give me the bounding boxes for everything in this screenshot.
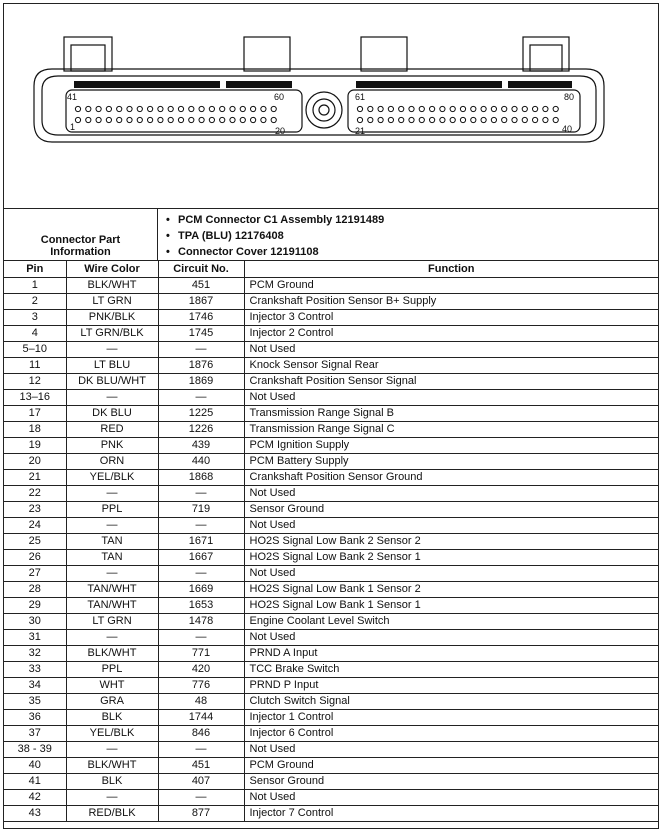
wire-color-cell: LT GRN/BLK [66,325,158,341]
function-cell: Injector 6 Control [244,725,658,741]
column-header-wire-color: Wire Color [66,261,158,277]
function-cell: HO2S Signal Low Bank 2 Sensor 2 [244,533,658,549]
pin-hole [430,106,435,111]
table-row [4,533,658,549]
function-cell: Engine Coolant Level Switch [244,613,658,629]
pin-label-1: 1 [70,122,76,132]
circuit-number-cell: 451 [158,757,244,773]
function-cell: Not Used [244,741,658,757]
table-row [4,725,658,741]
circuit-number-cell: 420 [158,661,244,677]
wire-color-cell: PPL [66,661,158,677]
circuit-number-cell: 846 [158,725,244,741]
pin-hole [137,117,142,122]
pin-hole [96,117,101,122]
pin-hole [158,117,163,122]
table-row [4,469,658,485]
pin-hole [368,117,373,122]
pin-hole [440,106,445,111]
pin-hole [440,117,445,122]
pin-cell: 4 [4,325,66,341]
pin-cell: 21 [4,469,66,485]
wire-color-cell: LT GRN [66,613,158,629]
pin-hole [148,106,153,111]
pin-hole [533,106,538,111]
pin-hole [460,106,465,111]
circuit-number-cell: 407 [158,773,244,789]
pin-cell: 13–16 [4,389,66,405]
pin-cell: 40 [4,757,66,773]
wire-color-cell: BLK/WHT [66,277,158,293]
circuit-number-cell: 1671 [158,533,244,549]
wire-color-cell: — [66,629,158,645]
table-row [4,389,658,405]
circuit-number-cell: 1745 [158,325,244,341]
pin-label-60: 60 [274,92,285,102]
pin-hole [261,117,266,122]
function-cell: Sensor Ground [244,501,658,517]
pin-hole [368,106,373,111]
pin-hole [261,106,266,111]
table-row [4,613,658,629]
column-header-pin: Pin [4,261,66,277]
part-number-item [158,212,658,228]
pin-hole [399,117,404,122]
wire-color-cell: TAN [66,533,158,549]
pin-hole [106,106,111,111]
pin-hole [168,106,173,111]
wire-color-cell: BLK [66,773,158,789]
function-cell: Transmission Range Signal C [244,421,658,437]
wire-color-cell: — [66,341,158,357]
wire-color-cell: LT BLU [66,357,158,373]
pin-cell: 24 [4,517,66,533]
circuit-number-cell: 877 [158,805,244,821]
pin-hole [533,117,538,122]
function-cell: Knock Sensor Signal Rear [244,357,658,373]
pin-hole [106,117,111,122]
function-cell: HO2S Signal Low Bank 1 Sensor 1 [244,597,658,613]
wire-color-cell: RED/BLK [66,805,158,821]
pin-hole [409,106,414,111]
table-row [4,549,658,565]
table-row [4,645,658,661]
wire-color-cell: — [66,389,158,405]
part-info-line-2: Information [50,246,111,258]
connector-part-info-label [4,209,158,261]
circuit-number-cell: — [158,389,244,405]
pin-hole [271,106,276,111]
pin-hole [220,106,225,111]
function-cell: PCM Ground [244,277,658,293]
function-cell: HO2S Signal Low Bank 1 Sensor 2 [244,581,658,597]
circuit-number-cell: — [158,629,244,645]
table-row [4,805,658,821]
pin-hole [86,117,91,122]
pin-hole [168,117,173,122]
function-cell: Injector 2 Control [244,325,658,341]
pin-hole [127,106,132,111]
pin-hole [522,106,527,111]
circuit-number-cell: 776 [158,677,244,693]
table-row [4,325,658,341]
pin-hole [251,117,256,122]
wire-color-cell: RED [66,421,158,437]
pin-hole [471,117,476,122]
table-row [4,485,658,501]
function-cell: Injector 1 Control [244,709,658,725]
circuit-number-cell: — [158,789,244,805]
wire-color-cell: PNK [66,437,158,453]
circuit-number-cell: 1869 [158,373,244,389]
wire-color-cell: GRA [66,693,158,709]
function-cell: Crankshaft Position Sensor B+ Supply [244,293,658,309]
pin-hole [158,106,163,111]
function-cell: PRND A Input [244,645,658,661]
pin-cell: 5–10 [4,341,66,357]
pin-hole [117,117,122,122]
bullet-icon: • [166,246,170,258]
pin-hole [491,117,496,122]
part-number-item [158,244,658,260]
function-cell: TCC Brake Switch [244,661,658,677]
circuit-number-cell: 1653 [158,597,244,613]
pin-cell: 18 [4,421,66,437]
pin-hole [460,117,465,122]
pin-cell: 1 [4,277,66,293]
function-cell: Crankshaft Position Sensor Signal [244,373,658,389]
pin-hole [199,117,204,122]
pin-hole [430,117,435,122]
circuit-number-cell: 1744 [158,709,244,725]
table-row [4,373,658,389]
function-cell: Sensor Ground [244,773,658,789]
pin-hole [137,106,142,111]
pin-hole [471,106,476,111]
table-row [4,677,658,693]
pin-hole [209,106,214,111]
circuit-number-cell: 1226 [158,421,244,437]
pin-hole [481,106,486,111]
pin-hole [75,117,80,122]
table-row [4,437,658,453]
circuit-number-cell: 1867 [158,293,244,309]
part-number-item [158,228,658,244]
pin-hole [409,117,414,122]
wire-color-cell: WHT [66,677,158,693]
pin-hole [117,106,122,111]
pin-cell: 12 [4,373,66,389]
wire-color-cell: — [66,789,158,805]
wire-color-cell: TAN [66,549,158,565]
pin-hole [450,106,455,111]
wire-color-cell: — [66,517,158,533]
pin-hole [357,117,362,122]
function-cell: Transmission Range Signal B [244,405,658,421]
pin-hole [512,106,517,111]
pin-cell: 35 [4,693,66,709]
table-row [4,405,658,421]
table-header-row [4,261,658,277]
pin-hole [220,117,225,122]
wire-color-cell: BLK [66,709,158,725]
pin-hole [271,117,276,122]
table-row [4,309,658,325]
table-row [4,581,658,597]
wire-color-cell: BLK/WHT [66,757,158,773]
circuit-number-cell: 1746 [158,309,244,325]
pin-hole [357,106,362,111]
pin-cell: 26 [4,549,66,565]
pin-cell: 3 [4,309,66,325]
pin-hole [388,106,393,111]
function-cell: Not Used [244,341,658,357]
pin-hole [481,117,486,122]
pin-hole [86,106,91,111]
function-cell: Not Used [244,565,658,581]
pin-cell: 28 [4,581,66,597]
pin-label-20: 20 [275,126,286,136]
pin-cell: 32 [4,645,66,661]
function-cell: PCM Ignition Supply [244,437,658,453]
pin-hole [522,117,527,122]
table-row [4,773,658,789]
wire-color-cell: TAN/WHT [66,581,158,597]
pin-cell: 37 [4,725,66,741]
pin-hole [209,117,214,122]
circuit-number-cell: 719 [158,501,244,517]
pinout-table [4,261,658,822]
function-cell: Not Used [244,389,658,405]
pin-cell: 42 [4,789,66,805]
pin-hole [512,117,517,122]
pin-label-40: 40 [562,124,573,134]
part-info-line-1: Connector Part [40,234,121,246]
bullet-icon: • [166,214,170,226]
pin-label-21: 21 [355,126,366,136]
pin-cell: 19 [4,437,66,453]
connector-part-numbers [158,212,658,260]
wire-color-cell: DK BLU [66,405,158,421]
circuit-number-cell: — [158,485,244,501]
wire-color-cell: DK BLU/WHT [66,373,158,389]
function-cell: Not Used [244,629,658,645]
circuit-number-cell: — [158,741,244,757]
table-row [4,453,658,469]
pin-hole [127,117,132,122]
pin-cell: 43 [4,805,66,821]
circuit-number-cell: 1225 [158,405,244,421]
part-number-text: PCM Connector C1 Assembly 12191489 [178,214,385,226]
table-row [4,565,658,581]
circuit-number-cell: — [158,565,244,581]
table-row [4,517,658,533]
pin-hole [543,117,548,122]
pin-hole [189,117,194,122]
wire-color-cell: LT GRN [66,293,158,309]
pin-cell: 17 [4,405,66,421]
pin-hole [553,106,558,111]
function-cell: Not Used [244,789,658,805]
pin-cell: 27 [4,565,66,581]
pin-hole [178,106,183,111]
pin-cell: 36 [4,709,66,725]
function-cell: Clutch Switch Signal [244,693,658,709]
pin-hole [388,117,393,122]
pin-hole [543,106,548,111]
document-sheet [3,3,659,829]
circuit-number-cell: — [158,517,244,533]
function-cell: HO2S Signal Low Bank 2 Sensor 1 [244,549,658,565]
wire-color-cell: PNK/BLK [66,309,158,325]
circuit-number-cell: 451 [158,277,244,293]
pin-hole [378,117,383,122]
function-cell: PCM Battery Supply [244,453,658,469]
connector-info-header [4,209,658,261]
pin-hole [419,117,424,122]
pin-label-61: 61 [355,92,366,102]
wire-color-cell: ORN [66,453,158,469]
pin-cell: 20 [4,453,66,469]
circuit-number-cell: 1876 [158,357,244,373]
circuit-number-cell: 1868 [158,469,244,485]
pin-hole [378,106,383,111]
pin-hole [189,106,194,111]
pin-hole [553,117,558,122]
pin-hole [199,106,204,111]
part-number-text: Connector Cover 12191108 [178,246,319,258]
pin-hole [75,106,80,111]
table-row [4,341,658,357]
pin-cell: 11 [4,357,66,373]
pin-hole [240,106,245,111]
pin-hole [502,106,507,111]
table-row [4,597,658,613]
wire-color-cell: PPL [66,501,158,517]
wire-color-cell: — [66,741,158,757]
pin-cell: 34 [4,677,66,693]
wire-color-cell: BLK/WHT [66,645,158,661]
wire-color-cell: — [66,485,158,501]
pin-cell: 25 [4,533,66,549]
table-row [4,421,658,437]
wire-color-cell: TAN/WHT [66,597,158,613]
pin-cell: 29 [4,597,66,613]
pin-hole [230,106,235,111]
connector-diagram [4,4,658,209]
pin-cell: 23 [4,501,66,517]
part-number-text: TPA (BLU) 12176408 [178,230,284,242]
function-cell: Crankshaft Position Sensor Ground [244,469,658,485]
pin-cell: 33 [4,661,66,677]
circuit-number-cell: 1669 [158,581,244,597]
circuit-number-cell: 48 [158,693,244,709]
pin-hole [491,106,496,111]
pin-hole [502,117,507,122]
pin-hole [450,117,455,122]
function-cell: Not Used [244,517,658,533]
function-cell: PRND P Input [244,677,658,693]
circuit-number-cell: 439 [158,437,244,453]
function-cell: Injector 7 Control [244,805,658,821]
table-row [4,293,658,309]
circuit-number-cell: 771 [158,645,244,661]
pin-cell: 41 [4,773,66,789]
pin-hole [240,117,245,122]
pin-hole [230,117,235,122]
circuit-number-cell: 1478 [158,613,244,629]
pin-cell: 30 [4,613,66,629]
pin-cell: 31 [4,629,66,645]
pin-cell: 2 [4,293,66,309]
bullet-icon: • [166,230,170,242]
pin-label-80: 80 [564,92,575,102]
table-row [4,629,658,645]
table-row [4,357,658,373]
pin-cell: 38 - 39 [4,741,66,757]
table-row [4,741,658,757]
wire-color-cell: YEL/BLK [66,725,158,741]
table-row [4,789,658,805]
circuit-number-cell: — [158,341,244,357]
column-header-function: Function [244,261,658,277]
pin-hole [178,117,183,122]
function-cell: PCM Ground [244,757,658,773]
function-cell: Injector 3 Control [244,309,658,325]
connector-face-drawing [4,4,658,209]
pin-hole [399,106,404,111]
pin-cell: 22 [4,485,66,501]
table-row [4,757,658,773]
table-row [4,661,658,677]
pin-hole [419,106,424,111]
circuit-number-cell: 440 [158,453,244,469]
pin-hole [251,106,256,111]
column-header-circuit-no: Circuit No. [158,261,244,277]
pin-hole [96,106,101,111]
pin-hole [148,117,153,122]
wire-color-cell: YEL/BLK [66,469,158,485]
table-row [4,277,658,293]
wire-color-cell: — [66,565,158,581]
pin-label-41: 41 [67,92,78,102]
function-cell: Not Used [244,485,658,501]
table-row [4,693,658,709]
table-row [4,709,658,725]
table-row [4,501,658,517]
circuit-number-cell: 1667 [158,549,244,565]
